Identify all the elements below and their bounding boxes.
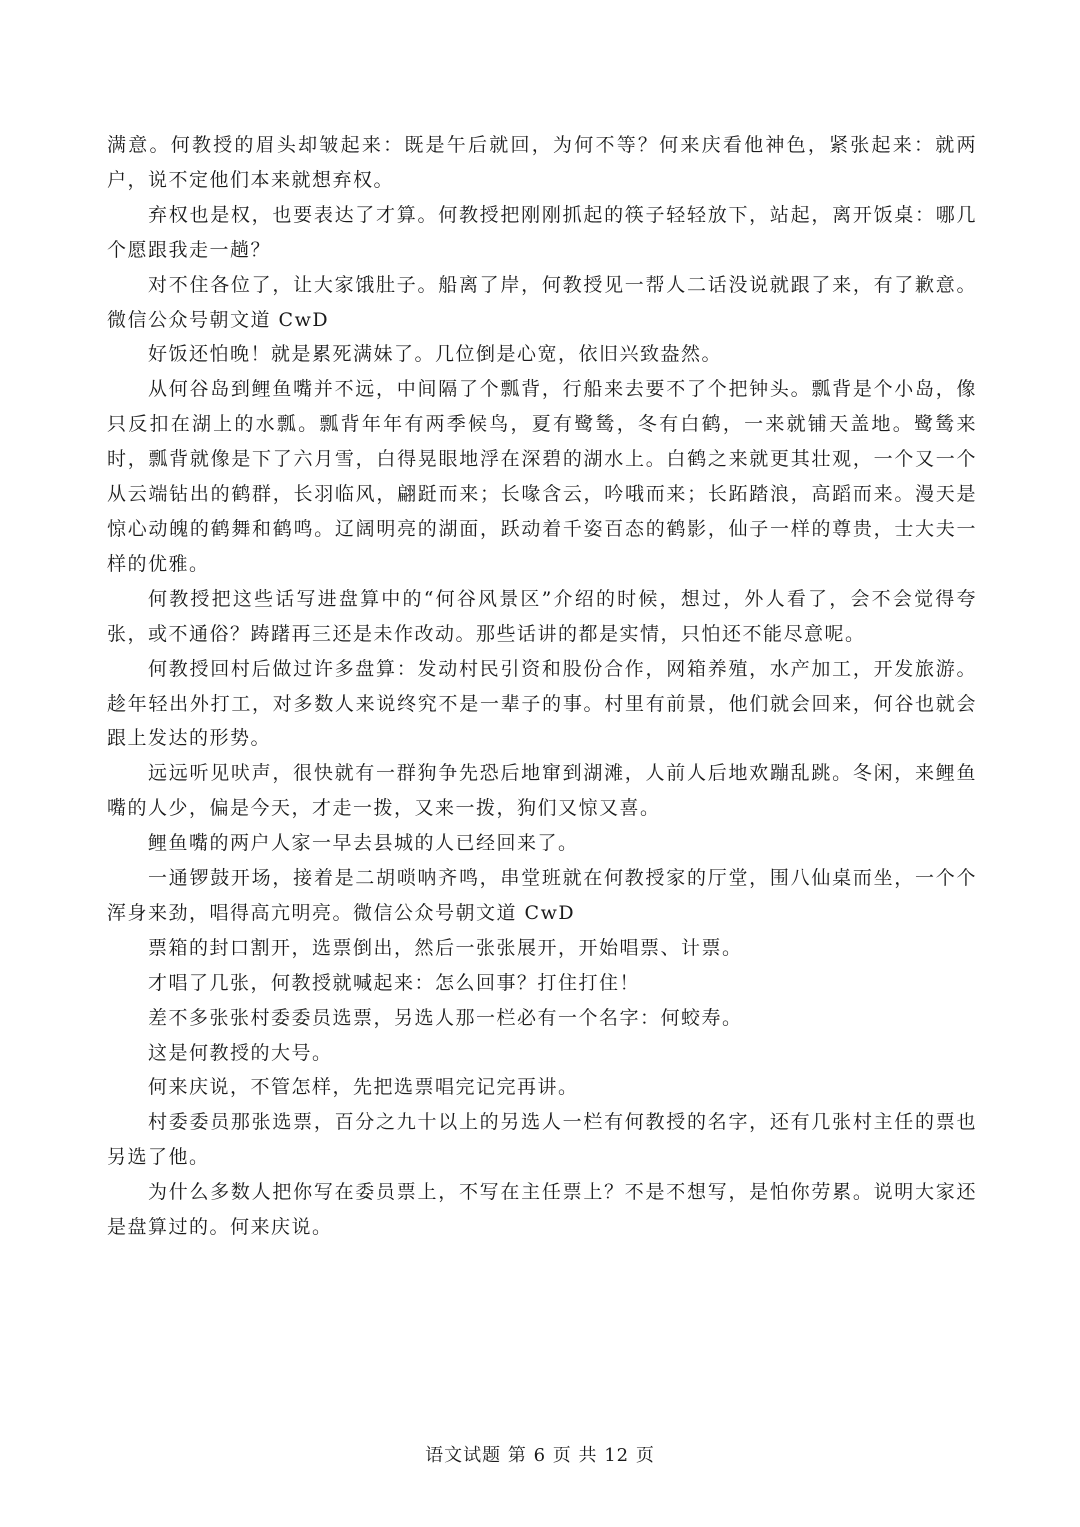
article-body [107,128,977,1245]
paragraph: 远远听见吠声，很快就有一群狗争先恐后地窜到湖滩，人前人后地欢蹦乱跳。冬闲，来鲤鱼嘴的人少，偏是今天，才走一拨，又来一拨，狗们又惊又喜。 [107,762,977,820]
paragraph: 满意。何教授的眉头却皱起来：既是午后就回，为何不等？何来庆看他神色，紧张起来：就两户，说不定他们本来就想弃权。 [107,134,977,191]
paragraph: 好饭还怕晚！就是累死满妹了。几位倒是心宽，依旧兴致盎然。 [148,343,723,366]
paragraph: 这是何教授的大号。 [148,1041,333,1064]
paragraph: 从何谷岛到鲤鱼嘴并不远，中间隔了个瓢背，行船来去要不了个把钟头。瓢背是个小岛，像只反扣在湖上的水瓢。瓢背年年有两季候鸟，夏有鹭鸶，冬有白鹤，一来就铺天盖地。鹭鸶来时，瓢背就像是下了六月雪，白得晃眼地浮在深碧的湖水上。白鹤之来就更其壮观，一个又一个从云端钻出的鹤群，长羽临风，翩跹而来；长喙含云，吟哦而来；长跖踏浪，高蹈而来。漫天是惊心动魄的鹤舞和鹤鸣。辽阔明亮的湖面，跃动着千姿百态的鹤影，仙子一样的尊贵，士大夫一样的优雅。 [107,378,977,575]
paragraph: 才唱了几张，何教授就喊起来：怎么回事？打住打住！ [148,971,641,994]
paragraph: 一通锣鼓开场，接着是二胡唢呐齐鸣，串堂班就在何教授家的厅堂，围八仙桌而坐，一个个浑身来劲，唱得高亢明亮。微信公众号朝文道 CwD [107,867,977,924]
paragraph: 为什么多数人把你写在委员票上，不写在主任票上？不是不想写，是怕你劳累。说明大家还是盘算过的。何来庆说。 [107,1181,977,1239]
paragraph: 票箱的封口割开，选票倒出，然后一张张展开，开始唱票、计票。 [148,936,743,959]
paragraph: 差不多张张村委委员选票，另选人那一栏必有一个名字：何蛟寿。 [148,1006,743,1029]
paragraph: 鲤鱼嘴的两户人家一早去县城的人已经回来了。 [148,832,579,855]
paragraph: 何教授回村后做过许多盘算：发动村民引资和股份合作，网箱养殖，水产加工，开发旅游。趁年轻出外打工，对多数人来说终究不是一辈子的事。村里有前景，他们就会回来，何谷也就会跟上发达的形势。 [107,657,977,750]
paragraph: 村委委员那张选票，百分之九十以上的另选人一栏有何教授的名字，还有几张村主任的票也另选了他。 [107,1111,977,1169]
page-footer: 语文试题 第 6 页 共 12 页 [425,1445,655,1466]
paragraph: 何教授把这些话写进盘算中的“何谷风景区”介绍的时候，想过，外人看了，会不会觉得夸张，或不通俗？踌躇再三还是未作改动。那些话讲的都是实情，只怕还不能尽意呢。 [107,587,977,645]
paragraph: 弃权也是权，也要表达了才算。何教授把刚刚抓起的筷子轻轻放下，站起，离开饭桌：哪几个愿跟我走一趟？ [107,203,977,261]
paragraph: 何来庆说，不管怎样，先把选票唱完记完再讲。 [148,1076,579,1099]
paragraph: 对不住各位了，让大家饿肚子。船离了岸，何教授见一帮人二话没说就跟了来，有了歉意。微信公众号朝文道 CwD [107,273,977,331]
